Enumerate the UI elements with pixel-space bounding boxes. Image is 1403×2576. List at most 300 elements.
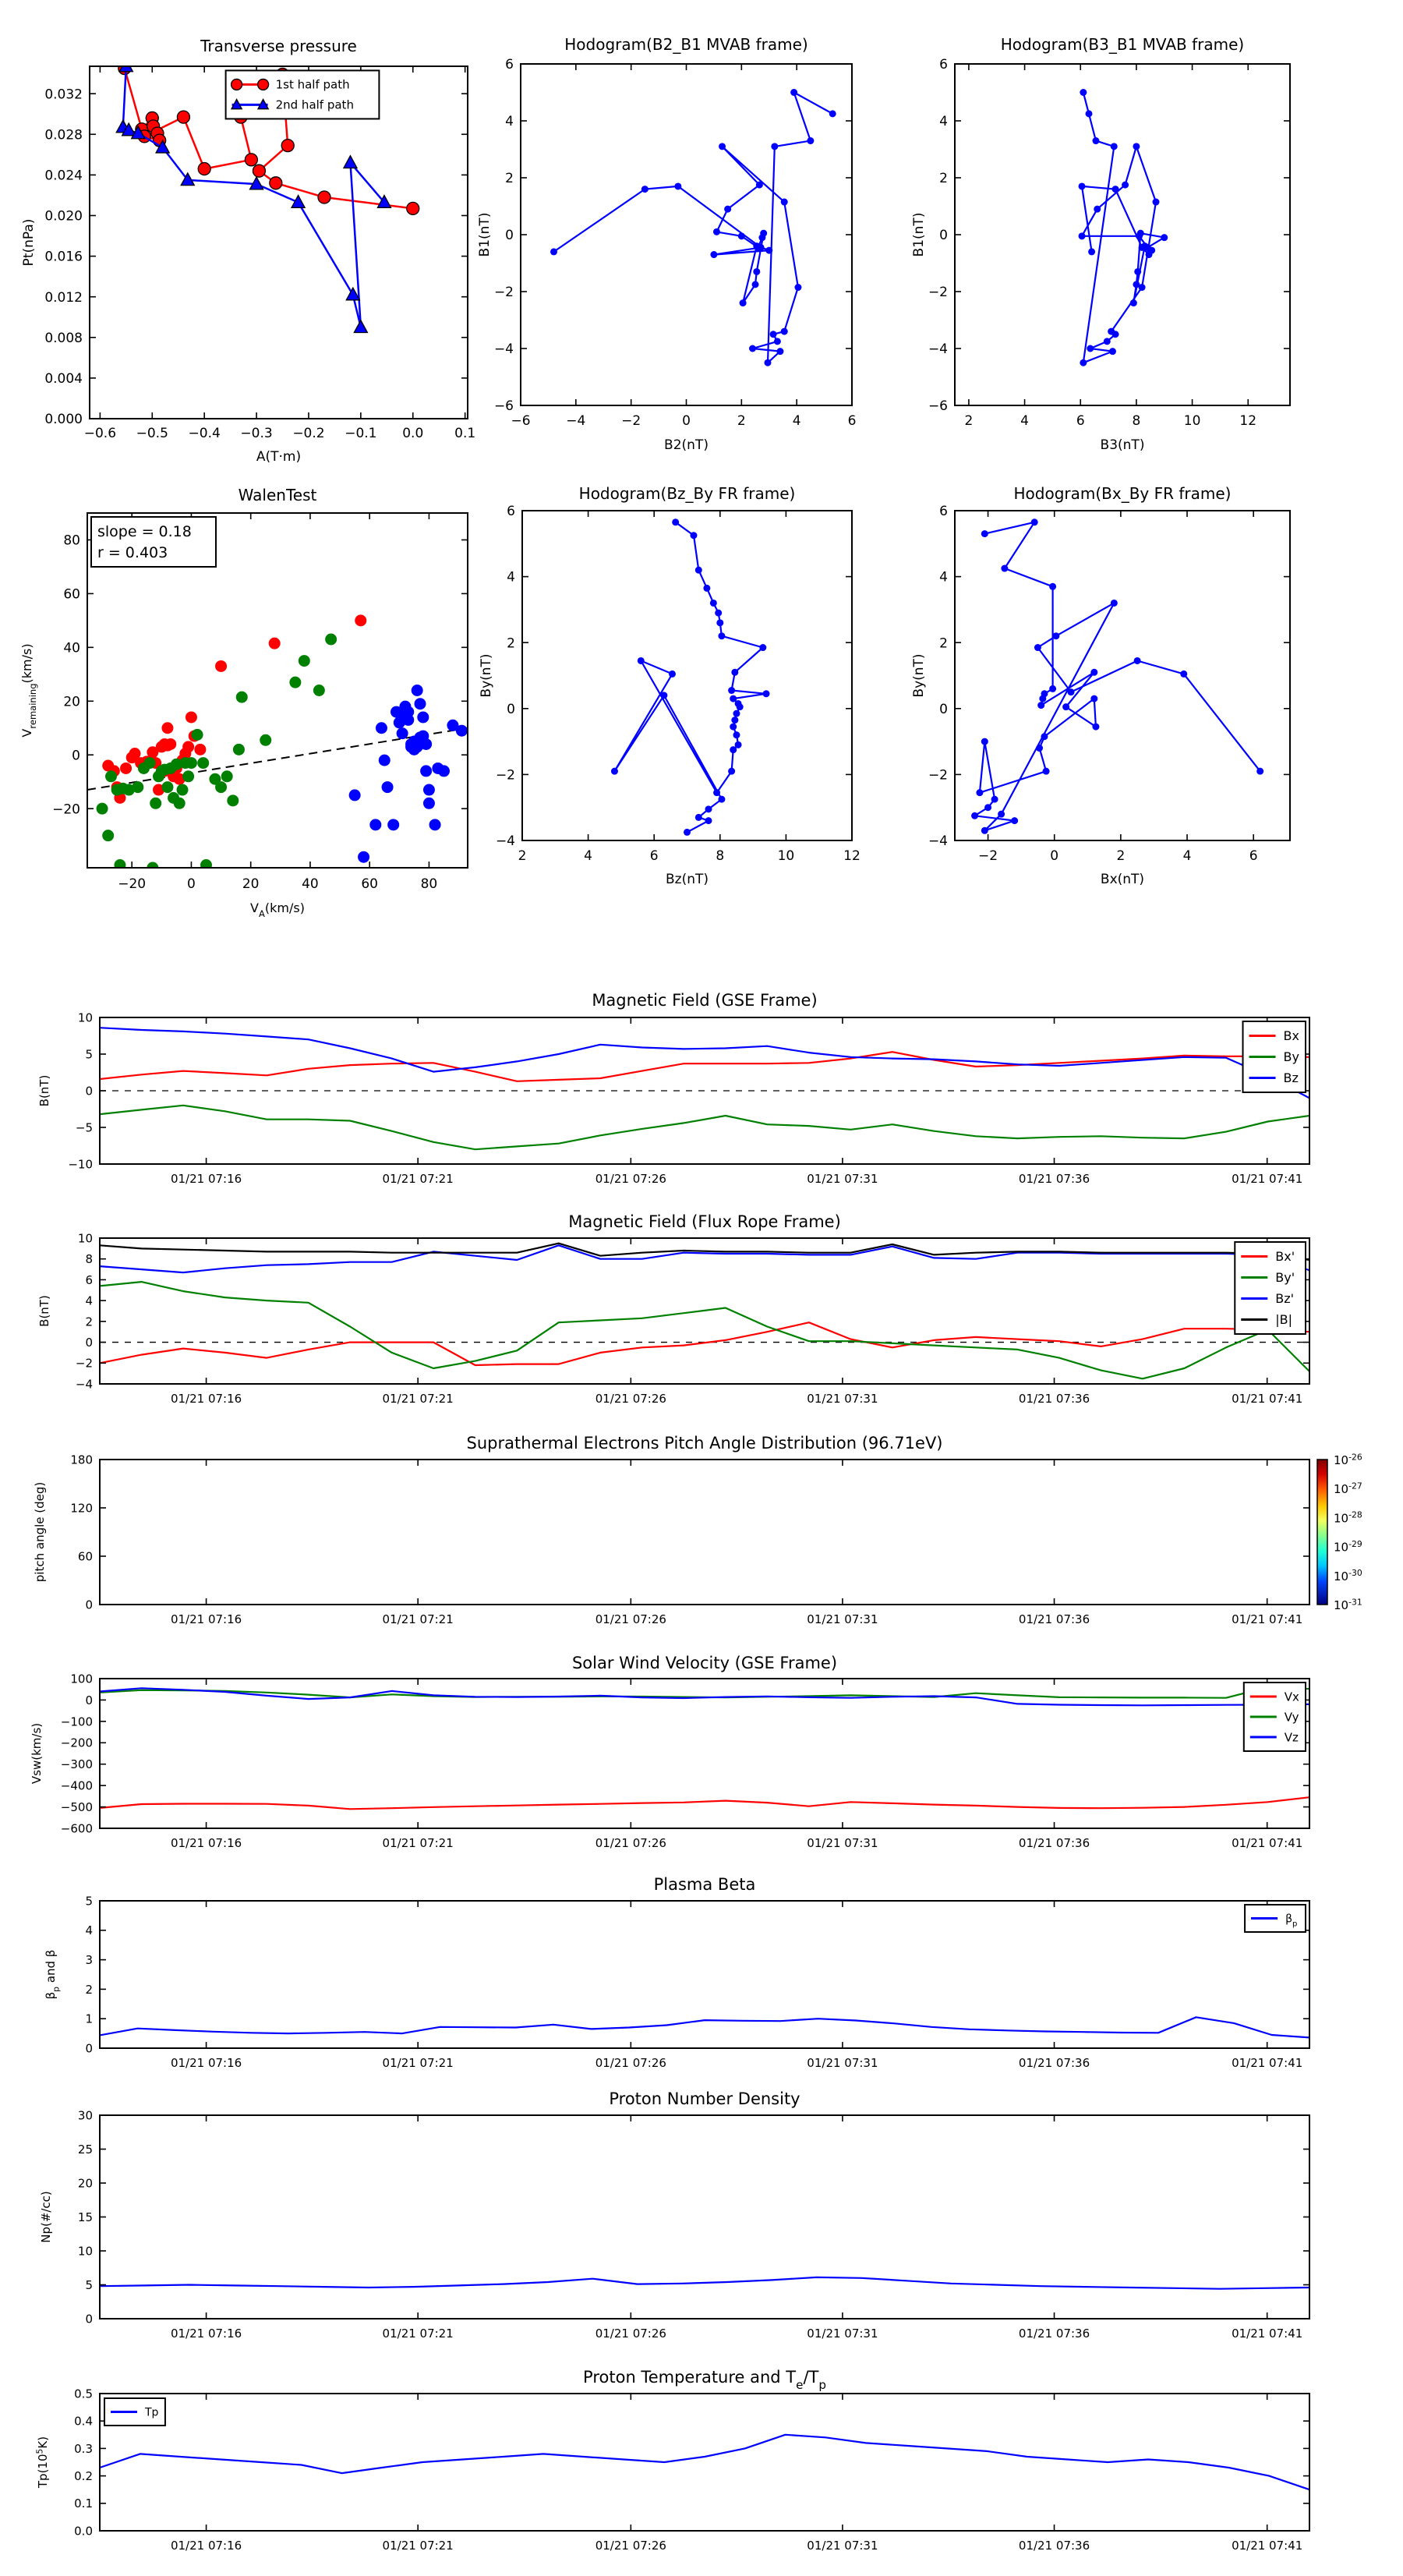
y-tick-label bbox=[61, 1714, 93, 1729]
y-tick-label bbox=[85, 2312, 93, 2326]
legend-label bbox=[1285, 1730, 1299, 1744]
tspan: 12 bbox=[1239, 413, 1257, 429]
marker bbox=[1086, 110, 1093, 117]
marker bbox=[387, 819, 399, 830]
marker bbox=[369, 819, 381, 830]
marker bbox=[758, 234, 765, 241]
tspan: 10 bbox=[1334, 1482, 1349, 1497]
series-Bx bbox=[100, 1052, 1309, 1081]
series-layer bbox=[1079, 89, 1168, 366]
marker bbox=[550, 248, 557, 255]
y-tick-label bbox=[44, 371, 83, 387]
marker bbox=[672, 518, 679, 525]
tspan: 10 bbox=[77, 1010, 93, 1025]
marker bbox=[182, 770, 194, 782]
tspan: 1st half path bbox=[275, 77, 350, 92]
y-tick-label bbox=[44, 412, 83, 427]
x-tick-label bbox=[292, 426, 324, 441]
y-tick-label bbox=[85, 1693, 93, 1707]
y-tick-label bbox=[74, 2442, 93, 2456]
marker bbox=[1092, 137, 1099, 144]
tspan: Pt(nPa) bbox=[21, 218, 37, 267]
markers-bzby-trace bbox=[611, 518, 770, 836]
y-tick-label bbox=[52, 801, 80, 817]
marker bbox=[382, 781, 394, 793]
marker bbox=[716, 619, 723, 626]
tspan: 8 bbox=[85, 1252, 93, 1267]
marker bbox=[253, 165, 265, 177]
marker bbox=[354, 320, 367, 333]
y-tick-label bbox=[507, 635, 515, 651]
tspan: By(nT) bbox=[911, 653, 927, 698]
x-tick-label bbox=[302, 876, 319, 892]
marker bbox=[114, 859, 125, 871]
tspan: 4 bbox=[939, 569, 948, 586]
marker bbox=[638, 657, 645, 664]
x-tick-label bbox=[650, 848, 659, 864]
legend-label bbox=[1275, 1291, 1294, 1306]
tspan: −4 bbox=[495, 833, 515, 850]
marker bbox=[976, 789, 983, 796]
x-tick-label bbox=[737, 413, 746, 429]
chart-mag_fr bbox=[37, 1212, 1309, 1406]
tspan: 4 bbox=[85, 1293, 93, 1308]
x-tick-label bbox=[189, 426, 221, 441]
marker bbox=[1031, 518, 1038, 525]
tspan: 01/21 07:26 bbox=[595, 1836, 666, 1850]
x-tick-label bbox=[1116, 848, 1125, 864]
x-tick-label bbox=[242, 876, 260, 892]
y-tick-label bbox=[85, 2278, 93, 2292]
series-Bz-prime bbox=[100, 1245, 1309, 1272]
tspan: B(nT) bbox=[37, 1074, 51, 1107]
y-tick-label bbox=[44, 331, 83, 346]
marker bbox=[1062, 703, 1069, 710]
y-tick-label bbox=[85, 1894, 93, 1908]
marker bbox=[379, 755, 391, 766]
marker bbox=[423, 784, 435, 796]
marker bbox=[412, 685, 423, 696]
y-tick-label bbox=[505, 114, 514, 129]
marker bbox=[1001, 565, 1008, 572]
series-layer bbox=[100, 1028, 1309, 1149]
tspan: -28 bbox=[1348, 1509, 1362, 1520]
tspan: 4 bbox=[505, 114, 514, 130]
marker bbox=[781, 328, 788, 335]
marker bbox=[776, 348, 783, 355]
y-axis-label bbox=[21, 219, 37, 267]
chart-title bbox=[239, 486, 317, 504]
series-layer bbox=[550, 89, 836, 366]
y-tick-label bbox=[85, 2041, 93, 2055]
y-tick-label bbox=[78, 2143, 93, 2157]
y-tick-label bbox=[44, 127, 83, 143]
y-axis-label bbox=[30, 1723, 44, 1784]
legend-label bbox=[1285, 1690, 1299, 1704]
marker bbox=[774, 338, 781, 345]
y-tick-label bbox=[85, 1252, 93, 1266]
marker bbox=[981, 738, 988, 745]
tspan: 0.008 bbox=[44, 330, 83, 346]
tspan: −0.5 bbox=[136, 426, 168, 441]
marker bbox=[728, 768, 735, 775]
series-layer bbox=[100, 1244, 1309, 1379]
marker bbox=[376, 722, 387, 734]
series-b2b1-trace bbox=[554, 93, 833, 363]
tspan: 4 bbox=[507, 569, 515, 586]
tspan: 0.0 bbox=[402, 426, 424, 441]
y-tick-label bbox=[78, 1010, 93, 1024]
tspan: −0.4 bbox=[188, 426, 221, 441]
tspan: −0.2 bbox=[292, 426, 325, 441]
series-layer bbox=[100, 2435, 1309, 2489]
tspan: Bz bbox=[1283, 1070, 1299, 1086]
tspan: 01/21 07:21 bbox=[382, 1836, 454, 1850]
tspan: 01/21 07:21 bbox=[382, 1612, 454, 1626]
y-tick-label bbox=[496, 833, 515, 849]
colorbar-label bbox=[1334, 1452, 1362, 1467]
marker bbox=[1049, 583, 1056, 590]
marker bbox=[281, 140, 294, 152]
marker bbox=[674, 182, 681, 189]
tspan: 2 bbox=[85, 1982, 93, 1997]
y-tick-label bbox=[928, 398, 948, 414]
x-tick-label bbox=[807, 1612, 878, 1626]
tspan: 6 bbox=[649, 848, 659, 864]
tspan: p bbox=[1292, 1920, 1298, 1929]
x-tick-label bbox=[584, 848, 592, 864]
marker bbox=[355, 614, 366, 626]
tspan: 15 bbox=[77, 2210, 93, 2224]
marker bbox=[402, 714, 414, 726]
marker bbox=[132, 781, 143, 793]
tspan: 0 bbox=[85, 1335, 93, 1350]
marker bbox=[753, 268, 760, 275]
marker bbox=[102, 830, 114, 841]
marker bbox=[438, 765, 450, 777]
tspan: -31 bbox=[1348, 1597, 1362, 1608]
y-tick-label bbox=[939, 504, 948, 519]
tspan: 0 bbox=[1050, 848, 1059, 864]
tspan: /T bbox=[803, 2368, 819, 2387]
tspan: 01/21 07:16 bbox=[170, 1172, 242, 1186]
marker bbox=[407, 202, 419, 214]
marker bbox=[690, 532, 697, 539]
tspan: A bbox=[259, 908, 265, 920]
y-tick-label bbox=[76, 1377, 93, 1391]
y-tick-label bbox=[61, 1800, 93, 1814]
tspan: −2 bbox=[493, 285, 514, 301]
x-tick-label bbox=[402, 426, 423, 441]
y-tick-label bbox=[61, 1779, 93, 1793]
tspan: 01/21 07:16 bbox=[170, 1392, 242, 1406]
tspan: −2 bbox=[928, 767, 948, 784]
marker bbox=[1090, 695, 1097, 702]
x-tick-label bbox=[383, 2327, 454, 2341]
marker bbox=[733, 731, 740, 738]
tspan: Hodogram(B3_B1 MVAB frame) bbox=[1000, 35, 1245, 54]
y-tick-label bbox=[939, 635, 948, 651]
tspan: 01/21 07:41 bbox=[1232, 1836, 1303, 1850]
y-tick-label bbox=[78, 2176, 93, 2190]
tspan: 10 bbox=[1334, 1540, 1349, 1555]
marker bbox=[1130, 299, 1137, 306]
tspan: -27 bbox=[1348, 1481, 1362, 1491]
legend bbox=[1244, 1683, 1306, 1751]
legend bbox=[1235, 1242, 1306, 1334]
colorbar-label bbox=[1334, 1481, 1362, 1497]
chart-np bbox=[39, 2089, 1309, 2341]
marker bbox=[177, 784, 189, 796]
y-tick-label bbox=[61, 1757, 93, 1771]
tspan: By' bbox=[1275, 1270, 1295, 1286]
tspan: 0.016 bbox=[44, 249, 83, 265]
tspan: By(nT) bbox=[479, 653, 494, 698]
x-tick-label bbox=[1019, 2327, 1090, 2341]
tspan: −10 bbox=[68, 1157, 93, 1172]
tspan: 0 bbox=[85, 1084, 93, 1099]
tspan: 01/21 07:31 bbox=[807, 2056, 878, 2070]
marker bbox=[221, 770, 233, 782]
marker bbox=[1079, 182, 1086, 189]
x-tick-label bbox=[807, 1836, 878, 1850]
marker bbox=[713, 228, 720, 235]
marker bbox=[991, 796, 998, 803]
tspan: 0.1 bbox=[454, 426, 476, 441]
tspan: 1 bbox=[85, 2012, 93, 2026]
x-tick-label bbox=[171, 1836, 242, 1850]
tspan: −0.3 bbox=[240, 426, 273, 441]
colorbar-label bbox=[1334, 1568, 1362, 1583]
tspan: −20 bbox=[52, 801, 80, 818]
tspan: 60 bbox=[63, 586, 80, 603]
tspan: 2 bbox=[939, 635, 948, 652]
marker bbox=[1134, 268, 1141, 275]
tspan: 60 bbox=[77, 1549, 93, 1564]
marker bbox=[703, 585, 710, 592]
tspan: 01/21 07:26 bbox=[595, 1392, 666, 1406]
marker bbox=[186, 757, 197, 769]
y-tick-label bbox=[939, 171, 948, 186]
y-tick-label bbox=[63, 533, 80, 549]
chart-title bbox=[609, 2089, 800, 2108]
y-tick-label bbox=[85, 1084, 93, 1098]
tspan: 2 bbox=[505, 171, 514, 187]
tspan: Bx bbox=[1283, 1028, 1299, 1044]
marker bbox=[1068, 688, 1075, 695]
tspan: p bbox=[51, 1986, 62, 1992]
tspan: 2 bbox=[964, 413, 974, 429]
marker bbox=[292, 196, 305, 208]
marker bbox=[344, 156, 357, 168]
tspan: 0.3 bbox=[74, 2441, 93, 2456]
tspan: 4 bbox=[939, 114, 948, 130]
chart-title bbox=[564, 35, 808, 54]
tspan: 10 bbox=[777, 848, 795, 864]
tspan: −100 bbox=[60, 1714, 93, 1729]
tspan: 0.024 bbox=[44, 168, 83, 184]
y-tick-label bbox=[494, 341, 514, 357]
tspan: 0 bbox=[72, 748, 80, 764]
tspan: −2 bbox=[621, 413, 641, 429]
y-axis-label bbox=[479, 653, 494, 697]
tspan: 01/21 07:31 bbox=[807, 1836, 878, 1850]
series-layer bbox=[87, 614, 468, 873]
tspan: 80 bbox=[420, 876, 438, 892]
marker bbox=[710, 251, 717, 258]
tspan: 01/21 07:31 bbox=[807, 1612, 878, 1626]
x-tick-label bbox=[1076, 413, 1085, 429]
series-layer bbox=[100, 2017, 1309, 2037]
x-tick-label bbox=[1020, 413, 1029, 429]
tspan: 0 bbox=[682, 413, 691, 429]
marker bbox=[1090, 669, 1097, 676]
chart-hodogram_b3b1 bbox=[911, 35, 1290, 453]
marker bbox=[1094, 206, 1101, 213]
tspan: 01/21 07:26 bbox=[595, 2327, 666, 2341]
chart-title bbox=[200, 37, 357, 55]
x-tick-label bbox=[595, 2056, 666, 2070]
tspan: Vx bbox=[1284, 1690, 1299, 1704]
tspan: −0.6 bbox=[83, 426, 117, 441]
legend-label bbox=[1284, 1049, 1299, 1064]
x-tick-label bbox=[171, 2327, 242, 2341]
tspan: 0.028 bbox=[44, 127, 83, 143]
y-tick-label bbox=[85, 1983, 93, 1997]
series-layer bbox=[100, 1687, 1309, 1809]
marker bbox=[417, 711, 429, 723]
y-tick-label bbox=[63, 640, 80, 656]
tspan: Proton Number Density bbox=[609, 2089, 800, 2108]
marker bbox=[718, 632, 725, 639]
tspan: 0 bbox=[187, 876, 196, 892]
marker bbox=[790, 89, 797, 96]
y-tick-label bbox=[70, 1672, 93, 1686]
y-tick-label bbox=[85, 1047, 93, 1061]
y-tick-label bbox=[85, 2012, 93, 2026]
marker bbox=[1180, 671, 1187, 678]
y-tick-label bbox=[70, 1453, 93, 1467]
tspan: 10 bbox=[1334, 1511, 1349, 1526]
tspan: 40 bbox=[63, 640, 80, 656]
x-tick-label bbox=[848, 413, 857, 429]
tspan: 01/21 07:26 bbox=[595, 2056, 666, 2070]
tspan: 20 bbox=[63, 694, 80, 710]
marker bbox=[740, 299, 747, 306]
marker bbox=[161, 722, 173, 734]
tspan: Magnetic Field (Flux Rope Frame) bbox=[568, 1212, 841, 1231]
chart-beta bbox=[44, 1875, 1309, 2070]
x-tick-label bbox=[778, 848, 795, 864]
marker bbox=[611, 768, 618, 775]
tspan: 01/21 07:16 bbox=[170, 1836, 242, 1850]
annotation-walen bbox=[91, 517, 216, 567]
tspan: 01/21 07:36 bbox=[1018, 1392, 1090, 1406]
x-tick-label bbox=[345, 426, 376, 441]
x-tick-label bbox=[682, 413, 691, 429]
marker bbox=[1037, 702, 1044, 709]
marker bbox=[730, 746, 737, 753]
tspan: 2 bbox=[939, 171, 948, 187]
tspan: 6 bbox=[939, 504, 948, 520]
tspan: 10 bbox=[1183, 413, 1201, 429]
tspan: 01/21 07:36 bbox=[1018, 2327, 1090, 2341]
y-tick-label bbox=[939, 570, 948, 586]
series-b3b1-trace bbox=[1082, 93, 1164, 363]
tspan: 01/21 07:41 bbox=[1232, 1172, 1303, 1186]
tspan: V bbox=[19, 728, 34, 738]
tspan: pitch angle (deg) bbox=[33, 1481, 47, 1583]
tspan: Vsw(km/s) bbox=[30, 1722, 44, 1785]
y-tick-label bbox=[63, 587, 80, 603]
annotation-line bbox=[97, 523, 192, 540]
tspan: Magnetic Field (GSE Frame) bbox=[592, 991, 818, 1010]
x-tick-label bbox=[1019, 2056, 1090, 2070]
marker bbox=[105, 770, 117, 782]
tspan: −4 bbox=[928, 341, 948, 358]
x-tick-label bbox=[1019, 2539, 1090, 2553]
x-tick-label bbox=[171, 1612, 242, 1626]
y-tick-label bbox=[494, 398, 514, 414]
chart-title bbox=[572, 1654, 837, 1672]
tspan: 8 bbox=[716, 848, 725, 864]
tspan: 01/21 07:36 bbox=[1018, 2056, 1090, 2070]
tspan: 4 bbox=[792, 413, 801, 429]
tspan: 01/21 07:31 bbox=[807, 1172, 878, 1186]
y-tick-label bbox=[928, 833, 948, 849]
x-tick-label bbox=[595, 2539, 666, 2553]
tspan: 01/21 07:21 bbox=[382, 2327, 454, 2341]
marker bbox=[738, 232, 745, 239]
plot-frame bbox=[100, 1460, 1309, 1605]
tspan: 25 bbox=[77, 2142, 93, 2157]
y-tick-label bbox=[44, 87, 83, 102]
tspan: 01/21 07:41 bbox=[1232, 2056, 1303, 2070]
marker bbox=[120, 763, 132, 774]
x-tick-label bbox=[1019, 1392, 1090, 1406]
tspan: −600 bbox=[60, 1821, 93, 1836]
chart-title bbox=[654, 1875, 756, 1894]
x-tick-label bbox=[136, 426, 168, 441]
series-Tp bbox=[100, 2435, 1309, 2489]
tspan: −4 bbox=[928, 833, 948, 850]
marker bbox=[215, 781, 227, 793]
marker bbox=[730, 724, 737, 731]
tspan: 01/21 07:36 bbox=[1018, 1836, 1090, 1850]
marker bbox=[731, 717, 738, 724]
tspan: −4 bbox=[75, 1377, 93, 1392]
marker bbox=[695, 814, 702, 821]
marker bbox=[1139, 284, 1146, 291]
tspan: 6 bbox=[505, 57, 514, 73]
x-axis-label bbox=[250, 901, 305, 919]
x-tick-label bbox=[383, 2056, 454, 2070]
tspan: 01/21 07:31 bbox=[807, 2539, 878, 2553]
legend-label bbox=[1275, 1312, 1292, 1327]
tspan: −300 bbox=[60, 1757, 93, 1772]
y-axis-label bbox=[911, 213, 927, 257]
chart-title bbox=[467, 1434, 943, 1453]
tspan: Vy bbox=[1284, 1710, 1299, 1725]
y-tick-label bbox=[507, 570, 515, 586]
marker bbox=[728, 687, 735, 694]
marker bbox=[1036, 745, 1043, 752]
series-Vx bbox=[100, 1797, 1309, 1809]
tspan: Tp bbox=[145, 2406, 159, 2419]
marker bbox=[1039, 695, 1046, 702]
tspan: 01/21 07:41 bbox=[1232, 2327, 1303, 2341]
marker bbox=[270, 177, 282, 189]
